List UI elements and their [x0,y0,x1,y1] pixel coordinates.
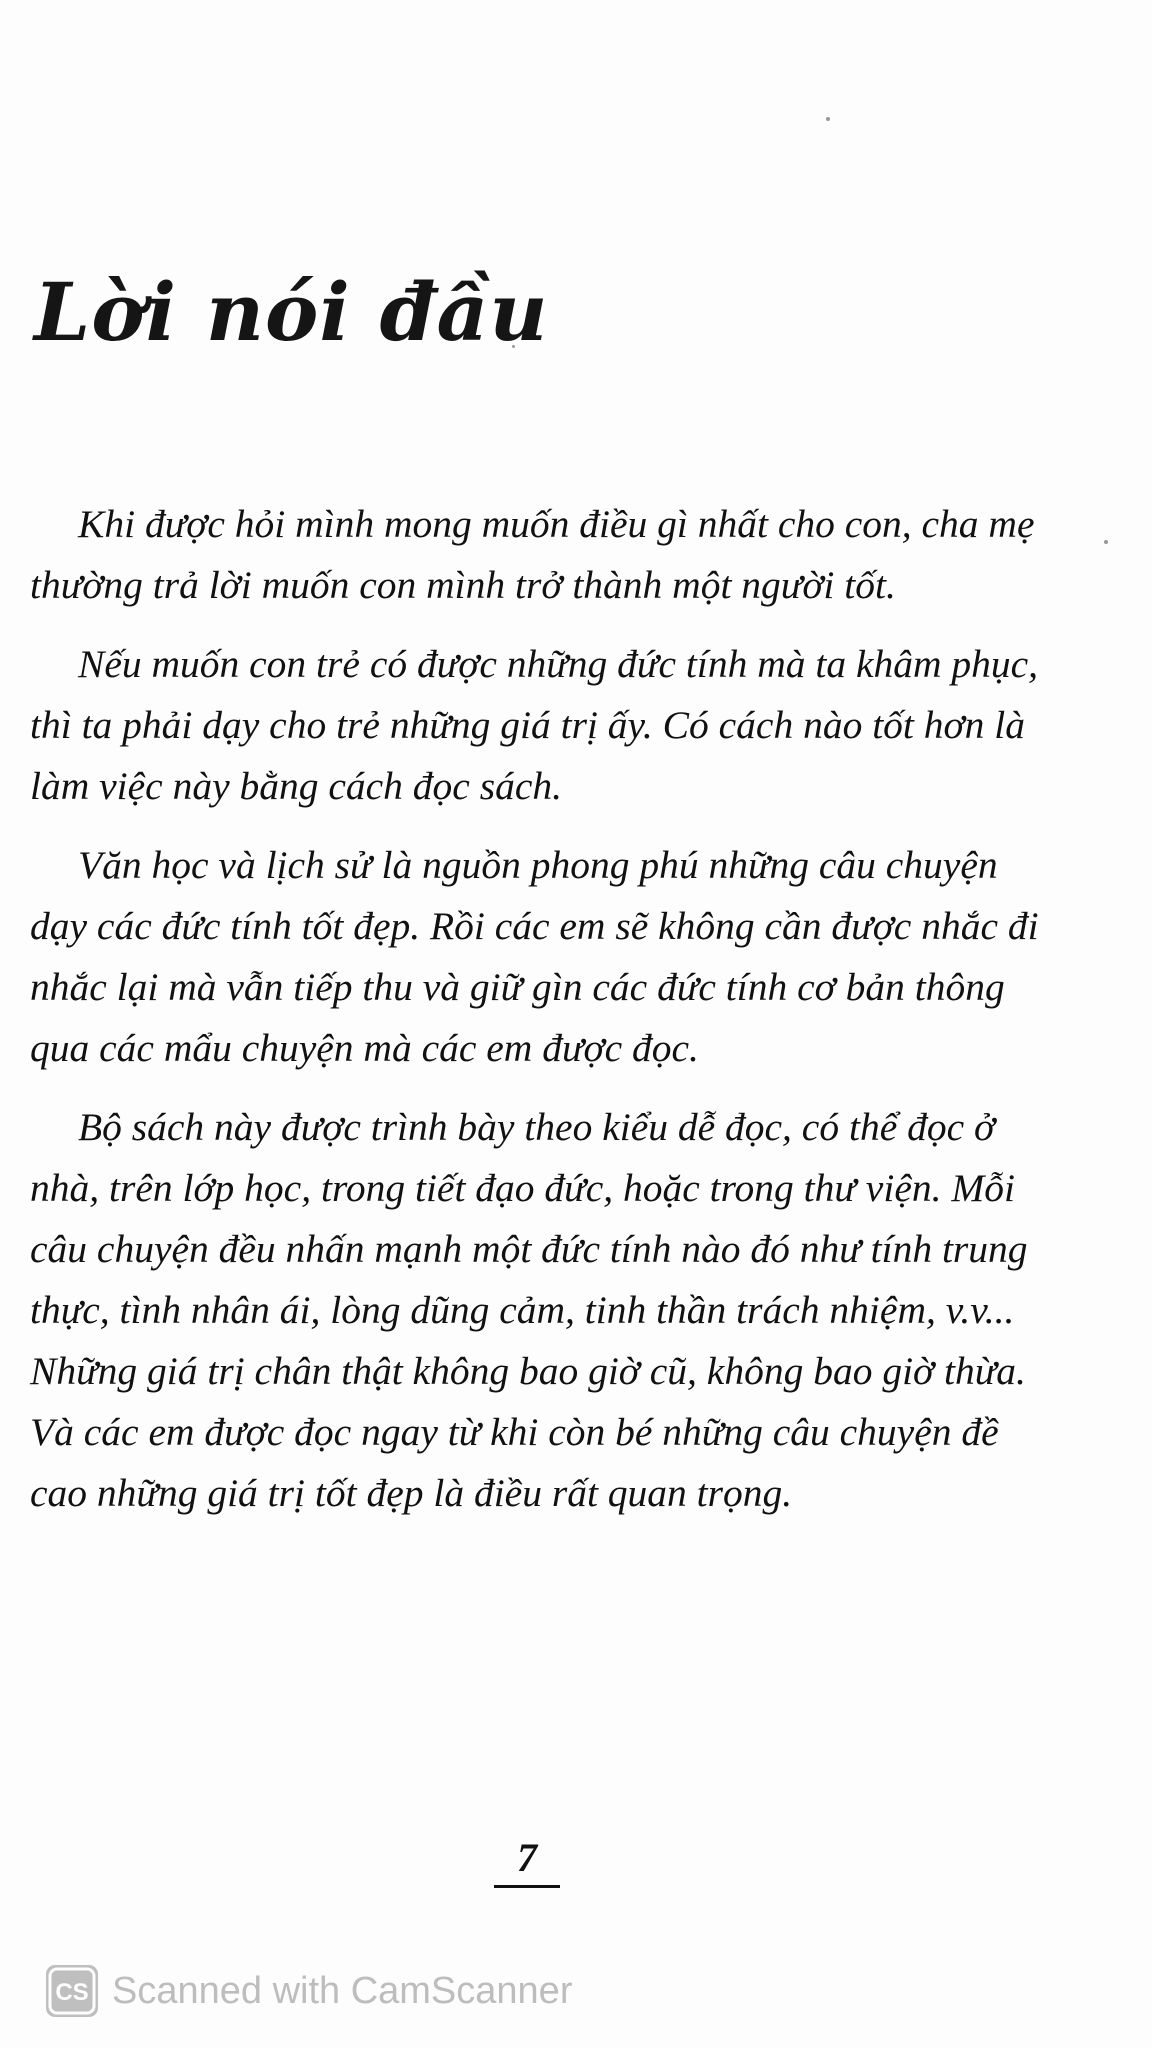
scan-speck [1104,540,1108,544]
paragraph: Bộ sách này được trình bày theo kiểu dễ đọc, có thể đọc ở nhà, trên lớp học, trong tiết đạo đức, hoặc trong thư viện. Mỗi câu chuyện đều nhấn mạnh một đức tính nào đó như tính trung thực, tình nhân ái, lòng dũng cảm, tinh thần trách nhiệm, v.v... Những giá trị chân thật không bao giờ cũ, không bao giờ thừa. Và các em được đọc ngay từ khi còn bé những câu chuyện đề cao những giá trị tốt đẹp là điều rất quan trọng. [30,1105,1028,1515]
camscanner-logo-icon [46,1965,98,2017]
watermark-text: Scanned with CamScanner [112,1969,573,2012]
paragraph: Khi được hỏi mình mong muốn điều gì nhất cho con, cha mẹ thường trả lời muốn con mình trở thành một người tốt. [30,502,1035,607]
page-number: 7 [517,1835,537,1880]
logo-lettering: CS [55,1979,89,2006]
body-text [30,494,1040,1542]
scanner-watermark [46,1963,572,2019]
page-title: Lời nói đầu [34,265,549,359]
paragraph: Văn học và lịch sử là nguồn phong phú những câu chuyện dạy các đức tính tốt đẹp. Rồi các em sẽ không cần được nhắc đi nhắc lại mà vẫn tiếp thu và giữ gìn các đức tính cơ bản thông qua các mẩu chuyện mà các em được đọc. [30,843,1039,1070]
paragraph: Nếu muốn con trẻ có được những đức tính mà ta khâm phục, thì ta phải dạy cho trẻ những giá trị ấy. Có cách nào tốt hơn là làm việc này bằng cách đọc sách. [30,642,1039,808]
page-number-underline [494,1885,560,1888]
scan-speck [826,117,830,121]
